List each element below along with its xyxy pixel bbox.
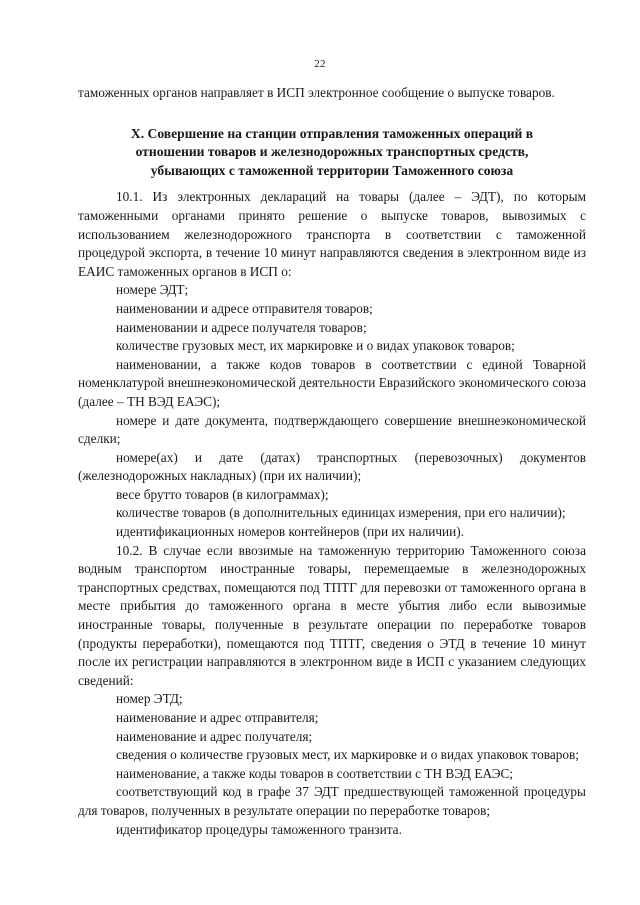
list-item: сведения о количестве грузовых мест, их маркировке и о видах упаковок товаров; [116,747,579,763]
section-title-line-1: X. Совершение на станции отправления таможенных операций в [130,125,534,141]
list-item: наименование, а также коды товаров в соответствии с ТН ВЭД ЕАЭС; [116,765,514,781]
list-item: количестве товаров (в дополнительных единицах измерения, при его наличии); [116,505,566,521]
list-item: наименование и адрес отправителя; [116,710,319,725]
list-item: номер ЭТД; [116,691,183,707]
list-item: номере и дате документа, подтверждающего совершение внешнеэкономической сделки; [78,412,586,447]
list-item: номере(ах) и дате (датах) транспортных (перевозочных) документов (железнодорожных накладных) (при их наличии); [78,449,586,484]
list-item: соответствующий код в графе 37 ЭДТ предшествующей таможенной процедуры для товаров, полученных в результате операции по переработке товаров; [78,784,586,818]
list-item: идентификатор процедуры таможенного транзита. [116,821,402,837]
intro-paragraph: таможенных органов направляет в ИСП электронное сообщение о выпуске товаров. [78,85,555,100]
list-item: весе брутто товаров (в килограммах); [116,486,329,502]
list-item: идентификационных номеров контейнеров (при их наличии). [116,524,465,540]
document-body [78,84,586,839]
list-item: количестве грузовых мест, их маркировке и о видах упаковок товаров; [116,338,515,354]
list-item: номере ЭДТ; [116,282,189,298]
page-number: 22 [314,58,326,70]
list-item: наименовании и адресе получателя товаров; [116,319,367,335]
paragraph-10-1: 10.1. Из электронных деклараций на товары (далее – ЭДТ), по которым таможенными органами принято решение о выпуске товаров, вывозимых с использованием железнодорожного транспорта в соответствии с таможенной процедурой экспорта, в течение 10 минут направляются сведения в электронном виде из ЕАИС таможенных органов в ИСП о: [78,189,586,279]
list-item: наименовании, а также кодов товаров в соответствии с единой Товарной номенклатурой внешнеэкономической деятельности Евразийского экономического союза (далее – ТН ВЭД ЕАЭС); [78,356,586,409]
list-item: наименование и адрес получателя; [116,728,313,744]
list-item: наименовании и адресе отправителя товаров; [116,300,373,316]
section-title-line-3: убывающих с таможенной территории Таможенного союза [150,162,514,178]
section-title [78,125,586,181]
section-title-line-2: отношении товаров и железнодорожных транспортных средств, [135,144,529,160]
paragraph-10-2: 10.2. В случае если ввозимые на таможенную территорию Таможенного союза водным транспортом иностранные товары, перемещаемые в железнодорожных транспортных средствах, помещаются под ТПТГ для перевозки от таможенного органа в месте прибытия до таможенного органа в месте убытия либо если вывозимые иностранные товары, полученные в результате операции по переработке товаров (продукты переработки), помещаются под ТПТГ, сведения о ЭТД в течение 10 минут после их регистрации направляются в электронном виде в ИСП с указанием следующих сведений: [78,542,586,688]
